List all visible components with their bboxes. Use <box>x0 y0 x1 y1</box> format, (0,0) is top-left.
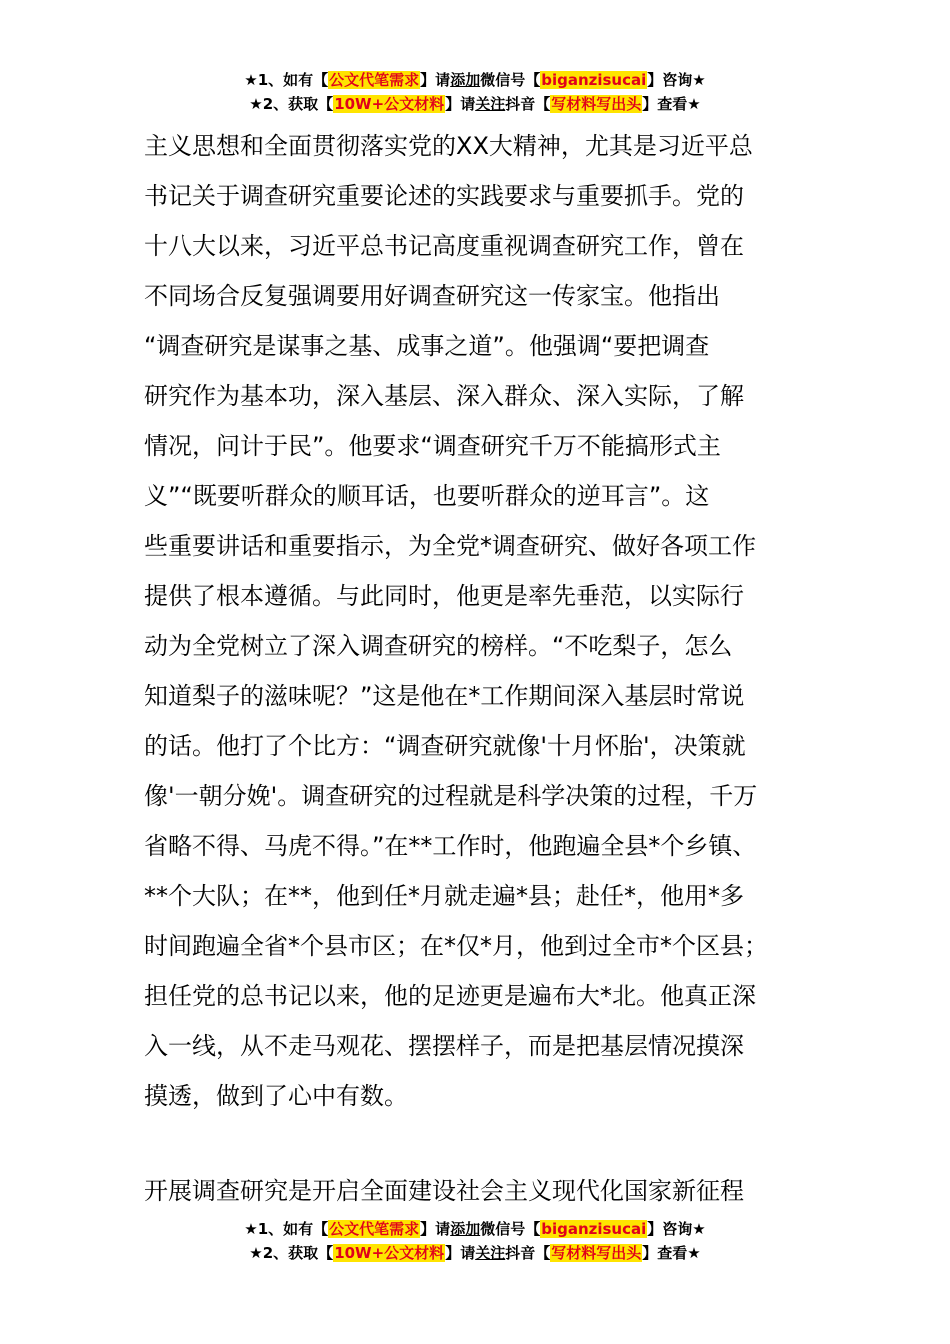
paragraph-line: 知道梨子的滋味呢？”这是他在*工作期间深入基层时常说 <box>144 682 745 710</box>
paragraph-line: 些重要讲话和重要指示，为全党*调查研究、做好各项工作 <box>144 532 756 560</box>
highlight-materials: 10W+公文材料 <box>334 95 445 113</box>
paragraph-line: 书记关于调查研究重要论述的实践要求与重要抓手。党的 <box>144 182 744 210</box>
highlight-ghostwriting: 公文代笔需求 <box>329 1220 420 1238</box>
banner-text: 抖音【 <box>505 1244 551 1262</box>
paragraph-line: 义”“既要听群众的顺耳话，也要听群众的逆耳言”。这 <box>144 482 710 510</box>
banner-text: ★1、如有【 <box>244 1220 329 1238</box>
paragraph-line: 摸透，做到了心中有数。 <box>144 1082 408 1110</box>
header-banner <box>0 68 950 116</box>
banner-text: 】咨询★ <box>647 1220 706 1238</box>
banner-text: 】请 <box>420 1220 451 1238</box>
banner-text: 抖音【 <box>505 95 551 113</box>
highlight-ghostwriting: 公文代笔需求 <box>329 71 420 89</box>
banner-underlined-text: 关注 <box>475 1244 506 1262</box>
banner-text: ★2、获取【 <box>249 1244 334 1262</box>
banner-underlined-text: 添加 <box>450 71 481 89</box>
paragraph-line: 像'一朝分娩'。调查研究的过程就是科学决策的过程，千万 <box>144 782 758 810</box>
banner-underlined-text: 关注 <box>475 95 506 113</box>
paragraph-line: 省略不得、马虎不得。”在**工作时，他跑遍全县*个乡镇、 <box>144 832 757 860</box>
paragraph-line: 入一线，从不走马观花、摆摆样子，而是把基层情况摸深 <box>144 1032 744 1060</box>
banner-text: 】请 <box>420 71 451 89</box>
banner-line-2 <box>0 92 950 116</box>
banner-text: 微信号【 <box>480 1220 541 1238</box>
paragraph-line: 动为全党树立了深入调查研究的榜样。“不吃梨子，怎么 <box>144 632 733 660</box>
banner-text: 】请 <box>445 1244 476 1262</box>
banner-text: 微信号【 <box>480 71 541 89</box>
highlight-wechat-id: biganzisucai <box>541 1220 647 1238</box>
paragraph-line: 时间跑遍全省*个县市区；在*仅*月，他到过全市*个区县； <box>144 932 768 960</box>
banner-line-1 <box>0 1217 950 1241</box>
banner-text: ★2、获取【 <box>249 95 334 113</box>
banner-line-2 <box>0 1241 950 1265</box>
banner-line-1 <box>0 68 950 92</box>
paragraph-line: 担任党的总书记以来，他的足迹更是遍布大*北。他真正深 <box>144 982 756 1010</box>
paragraph-line: 提供了根本遵循。与此同时，他更是率先垂范，以实际行 <box>144 582 744 610</box>
footer-banner <box>0 1217 950 1265</box>
paragraph-line: **个大队；在**，他到任*月就走遍*县；赴任*，他用*多 <box>144 882 744 910</box>
document-body <box>144 121 832 1121</box>
paragraph-line: 研究作为基本功，深入基层、深入群众、深入实际，了解 <box>144 382 744 410</box>
paragraph-line: 的话。他打了个比方：“调查研究就像'十月怀胎'，决策就 <box>144 732 746 760</box>
banner-text: 】请 <box>445 95 476 113</box>
banner-underlined-text: 添加 <box>450 1220 481 1238</box>
paragraph-line: 不同场合反复强调要用好调查研究这一传家宝。他指出 <box>144 282 720 310</box>
highlight-wechat-id: biganzisucai <box>541 71 647 89</box>
paragraph-line: 情况，问计于民”。他要求“调查研究千万不能搞形式主 <box>144 432 721 460</box>
banner-text: 】查看★ <box>642 95 701 113</box>
highlight-douyin-account: 写材料写出头 <box>551 95 642 113</box>
banner-text: 】查看★ <box>642 1244 701 1262</box>
banner-text: ★1、如有【 <box>244 71 329 89</box>
paragraph-line: 十八大以来，习近平总书记高度重视调查研究工作，曾在 <box>144 232 744 260</box>
banner-text: 】咨询★ <box>647 71 706 89</box>
paragraph-2-first-line: 开展调查研究是开启全面建设社会主义现代化国家新征程 <box>144 1177 744 1205</box>
highlight-materials: 10W+公文材料 <box>334 1244 445 1262</box>
highlight-douyin-account: 写材料写出头 <box>551 1244 642 1262</box>
paragraph-line: “调查研究是谋事之基、成事之道”。他强调“要把调查 <box>144 332 710 360</box>
paragraph-line: 主义思想和全面贯彻落实党的XX大精神，尤其是习近平总 <box>144 132 753 160</box>
